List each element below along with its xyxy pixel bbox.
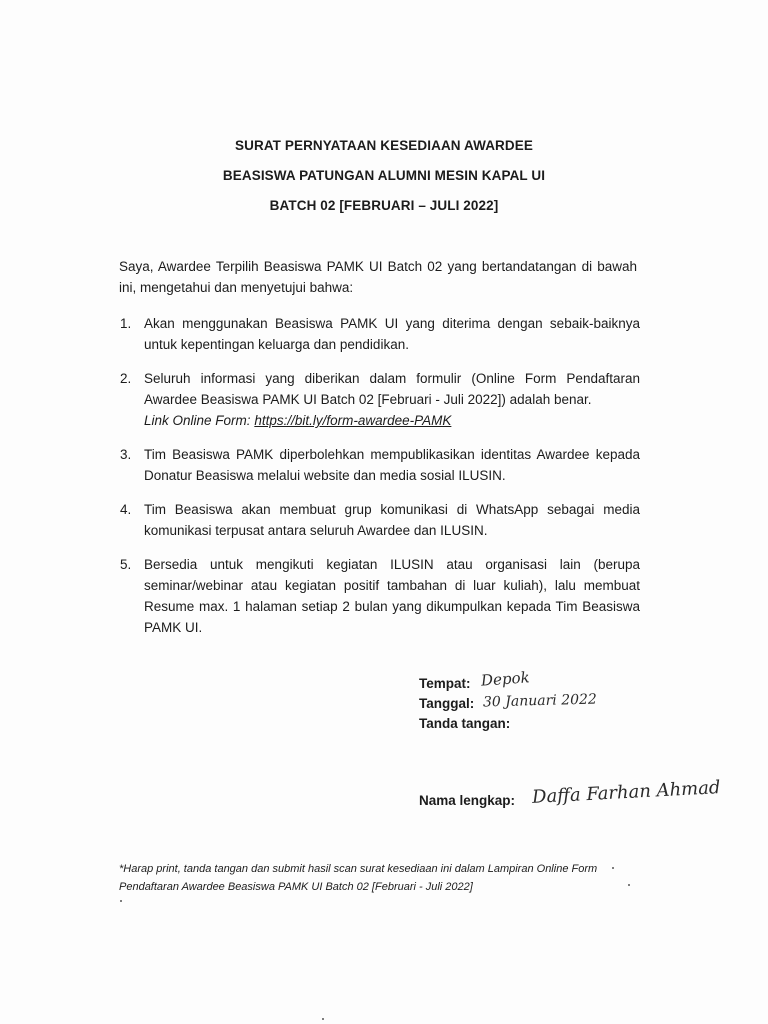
- scan-speck: [322, 1018, 324, 1020]
- online-form-link[interactable]: https://bit.ly/form-awardee-PAMK: [254, 413, 452, 428]
- intro-paragraph: Saya, Awardee Terpilih Beasiswa PAMK UI Batch 02 yang bertandatangan di bawah ini, mengetahui dan menyetujui bahwa:: [119, 259, 637, 295]
- document-title-line-3: BATCH 02 [FEBRUARI – JULI 2022]: [269, 198, 499, 213]
- list-item: [120, 368, 640, 431]
- tempat-value: Depok: [480, 668, 531, 690]
- list-item: [120, 554, 640, 638]
- scan-speck: [628, 884, 630, 886]
- item-number: 5.: [120, 557, 132, 572]
- document-title-line-1: SURAT PERNYATAAN KESEDIAAN AWARDEE: [235, 138, 533, 153]
- item-number: 4.: [120, 502, 132, 517]
- agreement-list: [120, 313, 640, 651]
- item-number: 1.: [120, 316, 132, 331]
- tanggal-value: 30 Januari 2022: [482, 691, 598, 711]
- tanggal-label: Tanggal:: [419, 696, 475, 711]
- item-text: Seluruh informasi yang diberikan dalam formulir (Online Form Pendaftaran Awardee Beasiswa PAMK UI Batch 02 [Februari - Juli 2022]) adalah benar.: [144, 371, 640, 407]
- document-title-line-2: BEASISWA PATUNGAN ALUMNI MESIN KAPAL UI: [222, 168, 546, 183]
- scan-speck: [120, 900, 122, 902]
- footnote: *Harap print, tanda tangan dan submit hasil scan surat kesediaan ini dalam Lampiran Online Form Pendaftaran Awardee Beasiswa PAMK UI Batch 02 [Februari - Juli 2022]: [119, 863, 598, 893]
- tempat-label: Tempat:: [419, 676, 471, 691]
- nama-lengkap-value: Daffa Farhan Ahmad: [531, 777, 721, 808]
- item-text: Akan menggunakan Beasiswa PAMK UI yang diterima dengan sebaik-baiknya untuk kepentingan keluarga dan pendidikan.: [144, 316, 640, 352]
- list-item: [120, 499, 640, 541]
- item-text: Tim Beasiswa PAMK diperbolehkan mempublikasikan identitas Awardee kepada Donatur Beasiswa melalui website dan media sosial ILUSIN.: [144, 447, 640, 483]
- item-text: Bersedia untuk mengikuti kegiatan ILUSIN atau organisasi lain (berupa seminar/webinar atau kegiatan positif tambahan di luar kuliah), lalu membuat Resume max. 1 halaman setiap 2 bulan yang dikumpulkan kepada Tim Beasiswa PAMK UI.: [144, 557, 640, 635]
- item-text: Tim Beasiswa akan membuat grup komunikasi di WhatsApp sebagai media komunikasi terpusat antara seluruh Awardee dan ILUSIN.: [144, 502, 640, 538]
- nama-lengkap-label: Nama lengkap:: [419, 793, 516, 808]
- link-label: Link Online Form:: [144, 413, 251, 428]
- item-number: 2.: [120, 371, 132, 386]
- item-number: 3.: [120, 447, 132, 462]
- list-item: [120, 444, 640, 486]
- scan-speck: [612, 867, 614, 869]
- list-item: [120, 313, 640, 355]
- tanda-tangan-label: Tanda tangan:: [419, 716, 511, 731]
